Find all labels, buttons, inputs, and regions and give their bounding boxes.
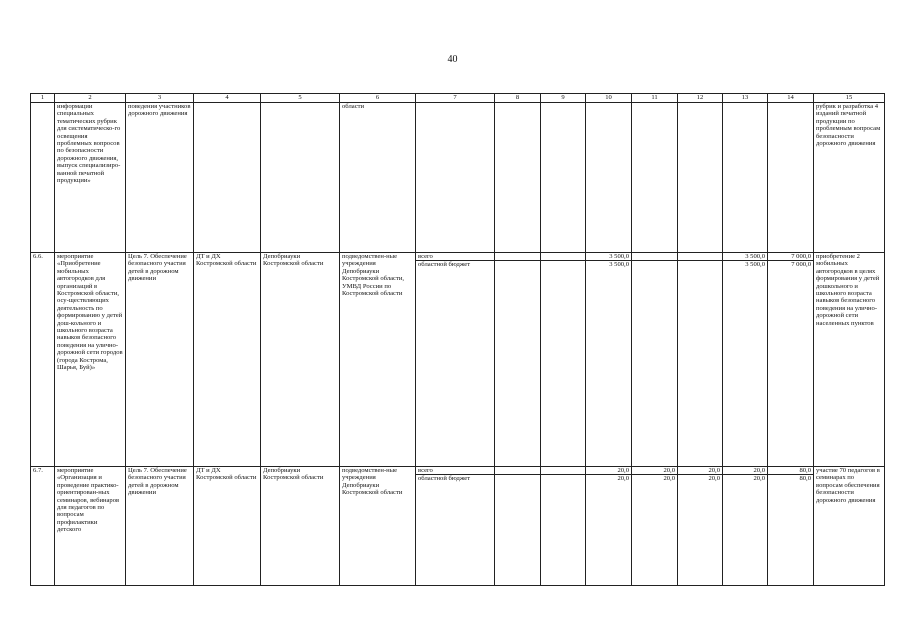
amount-budget: 20,0 — [663, 475, 675, 483]
col-header: 10 — [586, 94, 632, 103]
col-header: 2 — [55, 94, 126, 103]
amount-total: 80,0 — [768, 467, 813, 475]
funding-source — [416, 103, 495, 253]
measure-name: мероприятие «Приобретение мобильных автогородков для организаций в Костромской области, осу-ществляющих деятельность по формированию у детей дош-кольного и школьного возраста навыков безопасного поведения на улично-дорожной сети городов (города Кострома, Шарья, Буй)» — [55, 253, 126, 467]
co-executor: Депобриауки Костромской области — [261, 253, 340, 467]
column-number-row — [31, 94, 885, 103]
col-header: 15 — [814, 94, 885, 103]
col-header: 1 — [31, 94, 55, 103]
funding-budget-label: областной бюджет — [418, 475, 471, 483]
table-row — [31, 467, 885, 586]
amount-cell — [632, 467, 678, 586]
funding-total-label: всего — [416, 253, 494, 261]
goal: Цель 7. Обеспечение безопасного участия детей в дорожном движении — [126, 467, 194, 586]
amount-cell — [768, 467, 814, 586]
amount-budget: 80,0 — [799, 475, 811, 483]
amount-total: 3 500,0 — [586, 253, 631, 261]
col-header: 9 — [541, 94, 586, 103]
amount-cell — [495, 467, 541, 586]
col-header: 14 — [768, 94, 814, 103]
amount-cell — [495, 103, 541, 253]
amount-total: 20,0 — [678, 467, 722, 475]
col-header: 6 — [340, 94, 416, 103]
amount-total: 20,0 — [586, 467, 631, 475]
amount-cell — [768, 253, 814, 467]
co-executor: Депобриауки Костромской области — [261, 467, 340, 586]
goal: поведения участников дорожного движения — [126, 103, 194, 253]
amount-cell — [632, 253, 678, 467]
funding-source — [416, 467, 495, 586]
expected-result: участие 70 педагогов в семинарах по вопросам обеспечения безопасности дорожного движения — [814, 467, 885, 586]
table-row — [31, 103, 885, 253]
program-table — [30, 93, 885, 586]
amount-budget: 3 500,0 — [609, 261, 629, 269]
amount-cell — [723, 467, 768, 586]
amount-cell — [541, 103, 586, 253]
participants: подведомствен-ные учреждения Депобриауки Костромской области, УМВД России по Костромской области — [340, 253, 416, 467]
col-header: 5 — [261, 94, 340, 103]
amount-total: 20,0 — [632, 467, 677, 475]
amount-budget: 20,0 — [617, 475, 629, 483]
amount-budget: 7 000,0 — [791, 261, 811, 269]
row-number: 6.6. — [31, 253, 55, 467]
amount-cell — [541, 253, 586, 467]
table-row — [31, 253, 885, 467]
amount-total: 3 500,0 — [723, 253, 767, 261]
expected-result: приобретение 2 мобильных автогородков в целях формирования у детей дошкольного и школьного возраста навыков безопасного поведения на улично-дорожной сети населенных пунктов — [814, 253, 885, 467]
expected-result: рубрик и разработка 4 изданий печатной продукции по проблемным вопросам безопасности дорожного движения — [814, 103, 885, 253]
amount-budget: 3 500,0 — [745, 261, 765, 269]
measure-name: мероприятие «Организация и проведение практико-ориентирован-ных семинаров, вебинаров для педагогов по вопросам профилактики детского — [55, 467, 126, 586]
amount-cell — [723, 253, 768, 467]
amount-cell — [495, 253, 541, 467]
col-header: 12 — [678, 94, 723, 103]
col-header: 7 — [416, 94, 495, 103]
amount-cell — [586, 467, 632, 586]
amount-budget: 20,0 — [708, 475, 720, 483]
col-header: 13 — [723, 94, 768, 103]
row-number — [31, 103, 55, 253]
measure-name: информации специальных тематических рубрик для систематическо-го освещения проблемных вопросов по безопасности дорожного движения, выпуск специализиро-ванной печатной продукции» — [55, 103, 126, 253]
funding-source — [416, 253, 495, 467]
col-header: 8 — [495, 94, 541, 103]
col-header: 3 — [126, 94, 194, 103]
goal: Цель 7. Обеспечение безопасного участия детей в дорожном движении — [126, 253, 194, 467]
co-executor — [261, 103, 340, 253]
col-header: 4 — [194, 94, 261, 103]
col-header: 11 — [632, 94, 678, 103]
amount-cell — [723, 103, 768, 253]
executor: ДТ и ДХ Костромской области — [194, 253, 261, 467]
funding-total-label: всего — [416, 467, 494, 475]
amount-cell — [586, 103, 632, 253]
participants: подведомствен-ные учреждения Депобриауки Костромской области — [340, 467, 416, 586]
amount-total: 20,0 — [723, 467, 767, 475]
amount-cell — [768, 103, 814, 253]
amount-cell — [678, 253, 723, 467]
amount-cell — [541, 467, 586, 586]
amount-cell — [586, 253, 632, 467]
amount-cell — [678, 103, 723, 253]
executor — [194, 103, 261, 253]
amount-total: 7 000,0 — [768, 253, 813, 261]
funding-budget-label: областной бюджет — [418, 261, 471, 269]
page-number: 40 — [447, 54, 458, 65]
participants: области — [340, 103, 416, 253]
row-number: 6.7. — [31, 467, 55, 586]
executor: ДТ и ДХ Костромской области — [194, 467, 261, 586]
amount-cell — [632, 103, 678, 253]
amount-budget: 20,0 — [753, 475, 765, 483]
amount-cell — [678, 467, 723, 586]
